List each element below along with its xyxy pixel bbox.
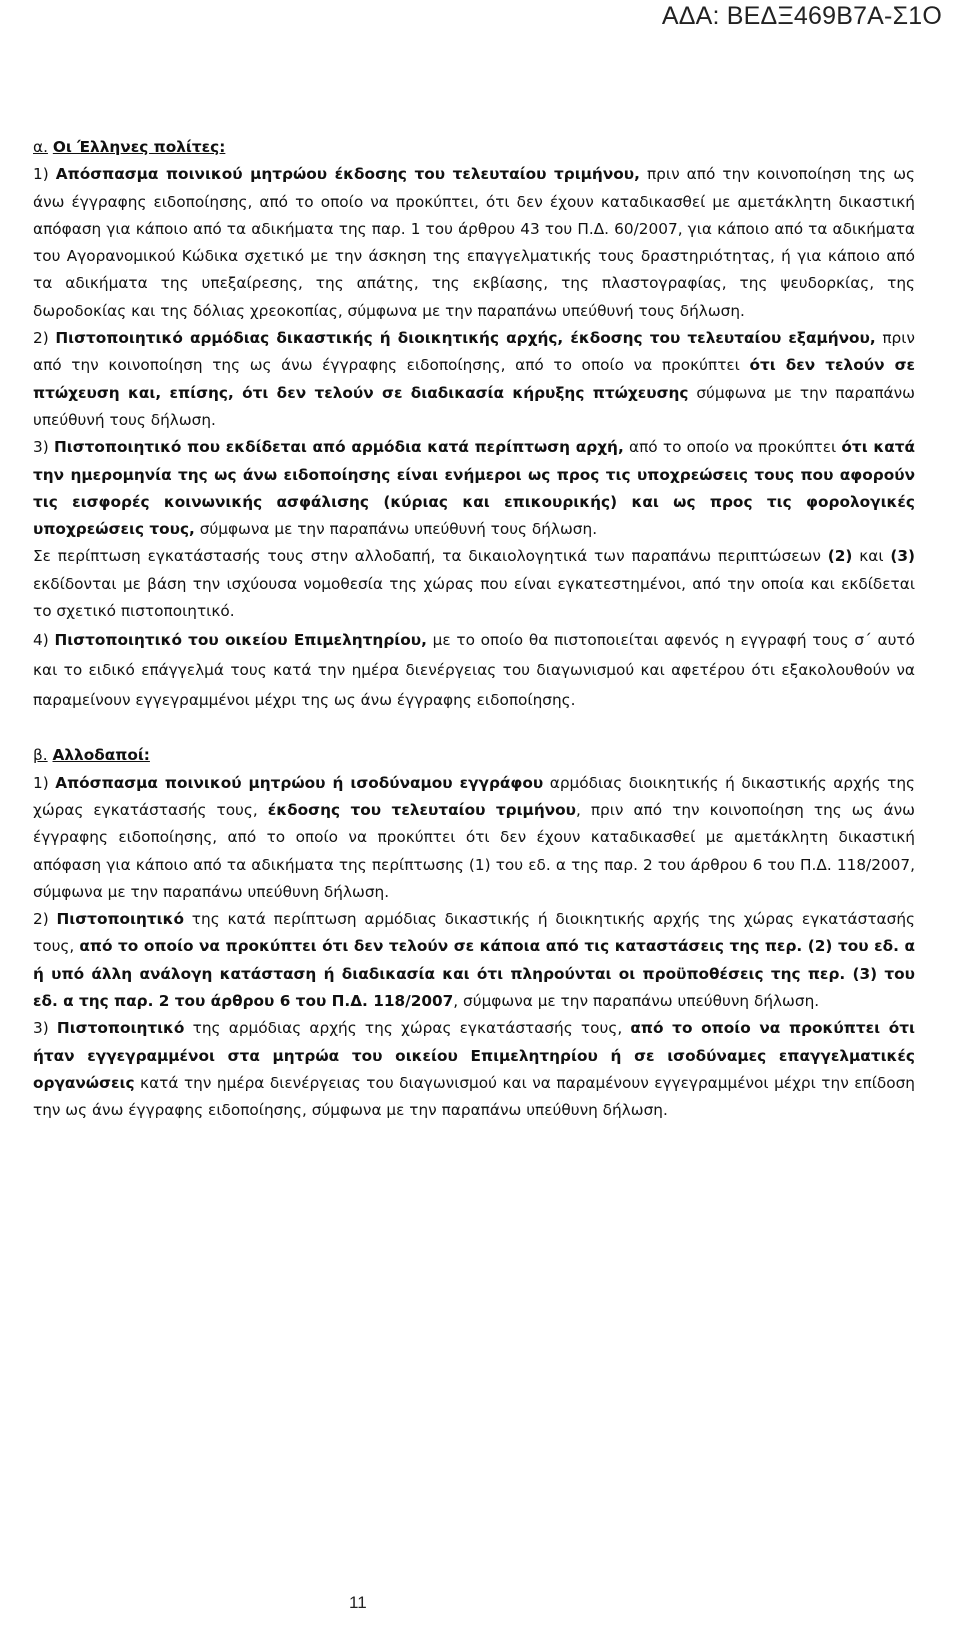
- item-text: από το οποίο να προκύπτει: [623, 438, 842, 457]
- item-bold-text: Απόσπασμα ποινικού μητρώου έκδοσης του τελευταίου τριμήνου,: [55, 165, 640, 184]
- item-bold-text: Πιστοποιητικό: [56, 910, 185, 929]
- item-number: 2): [33, 329, 49, 348]
- item-number: 1): [33, 773, 49, 792]
- item-text: της κατά περίπτωση αρμόδιας δικαστικής ή διοικητικής αρχής της χώρας εγκατάστασής τους,: [33, 910, 915, 956]
- item-bold-text: Πιστοποιητικό: [56, 1019, 185, 1038]
- item-text: και: [852, 547, 891, 566]
- item-text: με το οποίο θα πιστοποιείται αφενός η εγγραφή τους σ΄ αυτό και το ειδικό επάγγελμά τους κατά την ημέρα διενέργειας του διαγωνισμού και αφετέρου ότι εξακολουθούν να παραμείνουν εγγεγραμμένοι μέχρι της ως άνω έγγραφης ειδοποίησης.: [33, 631, 915, 710]
- item-text: Σε περίπτωση εγκατάστασής τους στην αλλοδαπή, τα δικαιολογητικά των παραπάνω περιπτώσεων: [33, 547, 828, 566]
- item-bold-text: ότι κατά την ημερομηνία της ως άνω ειδοποίησης είναι ενήμεροι ως προς τις υποχρεώσεις τους που αφορούν τις εισφορές κοινωνικής ασφάλισης (κύριας και επικουρικής) και ως προς τις φορολογικές υποχρεώσεις τους,: [33, 438, 915, 539]
- item-number: 1): [33, 165, 49, 184]
- section-spacer: [33, 715, 915, 742]
- ada-identifier: ΑΔΑ: ΒΕΔΞ469Β7Α-Σ1Ο: [661, 2, 942, 30]
- item-text: πριν από την κοινοποίηση της ως άνω έγγραφης ειδοποίησης, από το οποίο να προκύπτει, ότι δεν έχουν καταδικασθεί με αμετάκλητη δικαστική απόφαση για κάποιο από τα αδικήματα της παρ. 1 του άρθρου 43 του Π.Δ. 60/2007, για κάποιο από τα αδικήματα του Αγορανομικού Κώδικα σχετικό με την άσκηση της επαγγελματικής τους δραστηριότητας, ή για κάποιο από τα αδικήματα της υπεξαίρεσης, της απάτης, της εκβίασης, της πλαστογραφίας, της ψευδορκίας, της δωροδοκίας και της δόλιας χρεοκοπίας, σύμφωνα με την παραπάνω υπεύθυνή τους δήλωση.: [33, 165, 916, 320]
- item-bold-text: από το οποίο να προκύπτει ότι ήταν εγγεγραμμένοι στα μητρώα του οικείου Επιμελητηρίου ή σε ισοδύναμες επαγγελματικές οργανώσεις: [33, 1019, 915, 1092]
- section-b-item-1: [33, 770, 915, 906]
- item-number: 2): [33, 910, 49, 929]
- section-b-label: β.: [33, 746, 48, 765]
- item-bold-text: Πιστοποιητικό του οικείου Επιμελητηρίου,: [54, 631, 427, 650]
- section-a-item-3: [33, 434, 915, 543]
- item-bold-text: έκδοσης του τελευταίου τριμήνου: [267, 800, 576, 819]
- section-a-item-1: [33, 161, 915, 325]
- item-bold-text: ότι δεν τελούν σε πτώχευση και, επίσης, ότι δεν τελούν σε διαδικασία κήρυξης πτώχευσης: [33, 356, 915, 402]
- section-a-item-4: [33, 625, 915, 715]
- item-bold-text: (2): [827, 547, 853, 566]
- item-number: 4): [33, 631, 49, 650]
- section-b-title: Αλλοδαποί:: [52, 746, 150, 765]
- document-body: [33, 134, 915, 1125]
- item-text: πριν από την κοινοποίηση της ως άνω έγγραφης ειδοποίησης, από το οποίο να προκύπτει: [33, 329, 915, 375]
- item-text: της αρμόδιας αρχής της χώρας εγκατάστασής τους,: [184, 1019, 631, 1038]
- item-bold-text: (3): [890, 547, 915, 566]
- item-text: σύμφωνα με την παραπάνω υπεύθυνή τους δήλωση.: [33, 383, 915, 429]
- section-a-label: α.: [33, 138, 48, 156]
- section-b-item-3: [33, 1015, 915, 1124]
- item-bold-text: Πιστοποιητικό που εκδίδεται από αρμόδια κατά περίπτωση αρχή,: [53, 438, 624, 457]
- item-bold-text: Πιστοποιητικό αρμόδιας δικαστικής ή διοικητικής αρχής, έκδοσης του τελευταίου εξαμήνου,: [55, 329, 876, 348]
- section-b-item-2: [33, 906, 915, 1015]
- section-a-heading: [33, 134, 915, 161]
- section-b-heading: [33, 742, 915, 769]
- item-bold-text: Απόσπασμα ποινικού μητρώου ή ισοδύναμου εγγράφου: [55, 773, 544, 792]
- item-text: εκδίδονται με βάση την ισχύουσα νομοθεσία της χώρας που είναι εγκατεστημένοι, από την οποία και εκδίδεται το σχετικό πιστοποιητικό.: [33, 574, 915, 621]
- item-number: 3): [33, 1019, 49, 1038]
- section-a-title: Οι Έλληνες πολίτες:: [52, 138, 226, 156]
- item-number: 3): [33, 438, 49, 457]
- item-text: , πριν από την κοινοποίηση της ως άνω έγγραφης ειδοποίησης, από το οποίο να προκύπτει ότι δεν έχουν καταδικασθεί με αμετάκλητη δικαστική απόφαση για κάποιο από τα αδικήματα της περίπτωσης (1) του εδ. α της παρ. 2 του άρθρου 6 του Π.Δ. 118/2007, σύμφωνα με την παραπάνω υπεύθυνη δήλωση.: [33, 800, 915, 901]
- item-text: αρμόδιας διοικητικής ή δικαστικής αρχής της χώρας εγκατάστασής τους,: [33, 773, 915, 819]
- item-bold-text: από το οποίο να προκύπτει ότι δεν τελούν σε κάποια από τις καταστάσεις της περ. (2) του εδ. α ή υπό άλλη ανάλογη κατάσταση ή διαδικασία και ότι πληρούνται οι προϋποθέσεις της περ. (3) του εδ. α της παρ. 2 του άρθρου 6 του Π.Δ. 118/2007: [33, 937, 916, 1011]
- page-number: 11: [349, 1593, 367, 1612]
- item-text: , σύμφωνα με την παραπάνω υπεύθυνη δήλωση.: [453, 992, 820, 1011]
- section-a-abroad-note: [33, 543, 915, 625]
- section-a-item-2: [33, 325, 915, 434]
- item-text: σύμφωνα με την παραπάνω υπεύθυνή τους δήλωση.: [194, 520, 598, 539]
- item-text: κατά την ημέρα διενέργειας του διαγωνισμού και να παραμένουν εγγεγραμμένοι μέχρι την επίδοση την ως άνω έγγραφης ειδοποίησης, σύμφωνα με την παραπάνω υπεύθυνη δήλωση.: [33, 1073, 915, 1120]
